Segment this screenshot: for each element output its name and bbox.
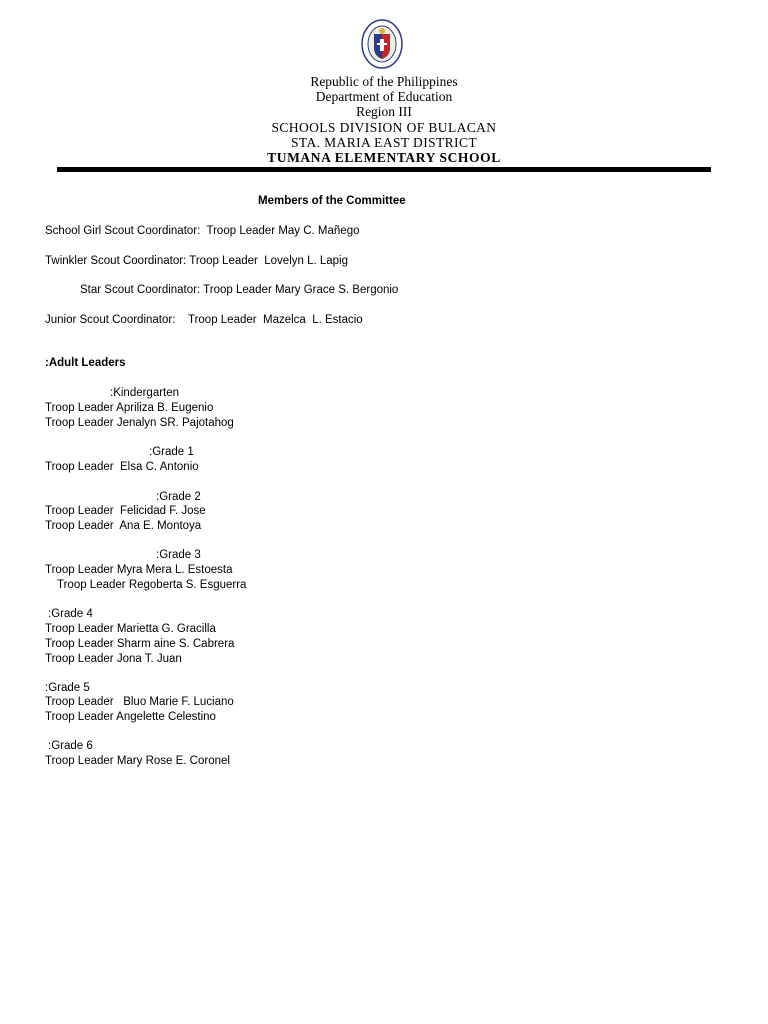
leader-name: Troop Leader Myra Mera L. Estoesta [45,564,233,576]
leader-name: Troop Leader Regoberta S. Esguerra [57,579,247,591]
leader-name: Troop Leader Bluo Marie F. Luciano [45,696,234,708]
header-region: Region III [356,104,412,119]
leader-name: Troop Leader Sharm aine S. Cabrera [45,638,235,650]
header-republic: Republic of the Philippines [310,74,458,89]
group-label-grade-4: :Grade 4 [48,608,93,620]
header-school-name: TUMANA ELEMENTARY SCHOOL [267,150,501,165]
adult-leaders-heading: :Adult Leaders [45,357,126,369]
group-label-grade-3: :Grade 3 [156,549,201,561]
leader-name: Troop Leader Felicidad F. Jose [45,505,206,517]
leader-name: Troop Leader Apriliza B. Eugenio [45,402,214,414]
deped-seal-logo [361,19,403,69]
group-label-kindergarten: :Kindergarten [110,387,180,399]
leader-name: Troop Leader Ana E. Montoya [45,520,202,532]
leader-name: Troop Leader Elsa C. Antonio [45,461,199,473]
page-title: Members of the Committee [258,195,406,207]
coordinator-line: School Girl Scout Coordinator: Troop Leader May C. Mañego [45,225,360,237]
header-department: Department of Education [315,89,453,104]
leader-name: Troop Leader Jona T. Juan [45,653,182,665]
leader-name: Troop Leader Angelette Celestino [45,711,216,723]
group-label-grade-1: :Grade 1 [149,446,194,458]
leader-name: Troop Leader Mary Rose E. Coronel [45,755,230,767]
coordinator-line: Star Scout Coordinator: Troop Leader Mary Grace S. Bergonio [80,284,399,296]
coordinator-line: Junior Scout Coordinator: Troop Leader Mazelca L. Estacio [45,314,363,326]
group-label-grade-2: :Grade 2 [156,491,201,503]
group-label-grade-5: :Grade 5 [45,682,90,694]
header-divider [57,167,711,172]
leader-name: Troop Leader Marietta G. Gracilla [45,623,216,635]
group-label-grade-6: :Grade 6 [48,740,93,752]
header-division: SCHOOLS DIVISION OF BULACAN [271,120,497,135]
header-district: STA. MARIA EAST DISTRICT [290,135,478,150]
coordinator-line: Twinkler Scout Coordinator: Troop Leader Lovelyn L. Lapig [45,255,349,267]
leader-name: Troop Leader Jenalyn SR. Pajotahog [45,417,234,429]
